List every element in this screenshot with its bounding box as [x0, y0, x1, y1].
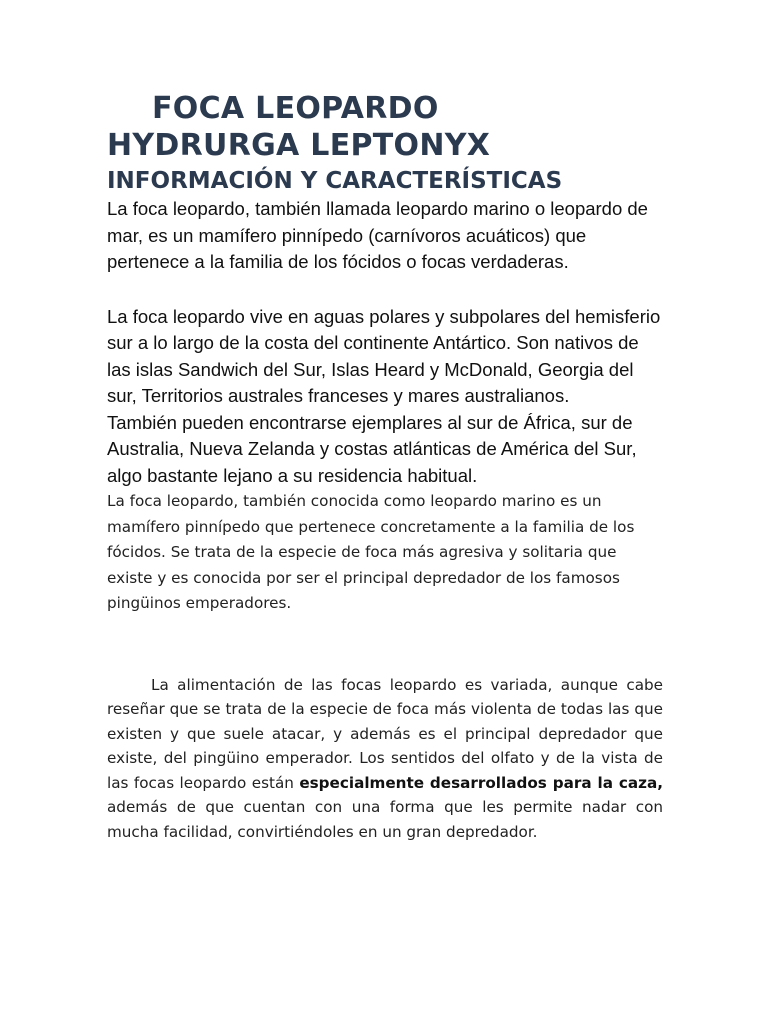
diet-paragraph	[107, 673, 663, 845]
document-title	[107, 90, 663, 164]
diet-text-end: además de que cuentan con una forma que les permite nadar con mucha facilidad, convirtiéndoles en un gran depredador.	[107, 798, 663, 841]
diet-text-bold: especialmente desarrollados para la caza,	[299, 773, 663, 792]
document-page	[107, 90, 663, 844]
intro-paragraph: La foca leopardo, también llamada leopardo marino o leopardo de mar, es un mamífero pinnípedo (carnívoros acuáticos) que pertenece a la familia de los fócidos o focas verdaderas.	[107, 198, 648, 272]
title-line-1: FOCA LEOPARDO	[152, 91, 439, 126]
range-paragraph: También pueden encontrarse ejemplares al sur de África, sur de Australia, Nueva Zelanda y costas atlánticas de América del Sur, algo bastante lejano a su residencia habitual.	[107, 411, 637, 486]
diet-text-start: La alimentación de las focas leopardo es variada, aunque cabe reseñar que se trata de la especie de foca más violenta de todas las que existen y que suele atacar, y además es el principal depredador que existe, del pingüino emperador. Los sentidos del olfato y de la vista de las focas leopardo están	[107, 675, 663, 792]
title-line-2: HYDRURGA LEPTONYX	[107, 128, 491, 163]
description-paragraph: La foca leopardo, también conocida como leopardo marino es un mamífero pinnípedo que pertenece concretamente a la familia de los fócidos. Se trata de la especie de foca más agresiva y solitaria que existe y es conocida por ser el principal depredador de los famosos pingüinos emperadores.	[107, 492, 635, 612]
paragraph-spacer	[107, 617, 663, 673]
habitat-paragraph: La foca leopardo vive en aguas polares y subpolares del hemisferio sur a lo largo de la costa del continente Antártico. Son nativos de las islas Sandwich del Sur, Islas Heard y McDonald, Georgia del sur, Territorios australes franceses y mares australianos.	[107, 305, 661, 406]
paragraph-spacer	[107, 276, 663, 304]
section-subtitle: INFORMACIÓN Y CARACTERÍSTICAS	[107, 168, 563, 194]
